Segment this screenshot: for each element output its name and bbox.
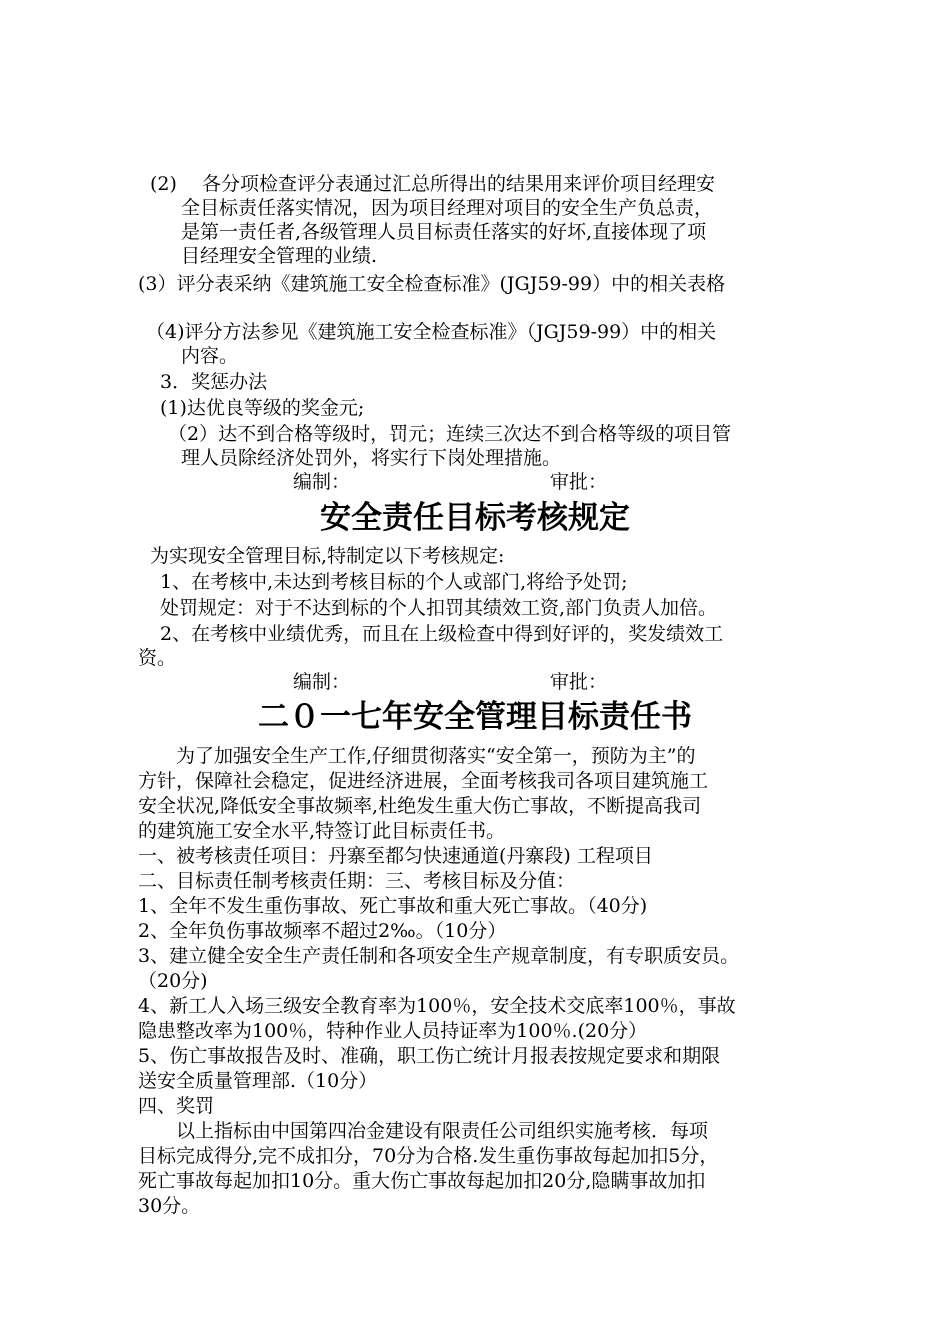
signoff-approved-2: 审批： [550, 671, 608, 693]
eval-item2-line3: 是第一责任者,各级管理人员目标责任落实的好坏,直接体现了项 [181, 221, 707, 243]
responsibility-intro-line3: 安全状况,降低安全事故频率,杜绝发生重大伤亡事故，不断提高我司 [138, 795, 702, 817]
regulation-line2: 1、在考核中,未达到考核目标的个人或部门,将给予处罚; [160, 571, 628, 593]
signoff-prepared-1: 编制： [293, 471, 351, 493]
eval-item4-line2: 内容。 [181, 345, 239, 367]
responsibility-goal2: 2、全年负伤事故频率不超过2‰。（10分） [138, 920, 507, 942]
responsibility-goal4-line2: 隐患整改率为100％，特种作业人员持证率为100％.(20分） [138, 1020, 648, 1042]
responsibility-title: 二０一七年安全管理目标责任书 [258, 699, 692, 735]
responsibility-goal3-line1: 3、建立健全安全生产责任制和各项安全生产规章制度，有专职质安员。 [138, 945, 740, 967]
regulation-line5: 资。 [138, 647, 177, 669]
responsibility-intro-line2: 方针，保障社会稳定，促进经济进展，全面考核我司各项目建筑施工 [138, 770, 709, 792]
rewards-item2-line1: （2）达不到合格等级时，罚元；连续三次达不到合格等级的项目管 [168, 423, 732, 445]
rewards-item2-line2: 理人员除经济处罚外，将实行下岗处理措施。 [181, 447, 562, 469]
regulation-line1: 为实现安全管理目标,特制定以下考核规定: [150, 545, 505, 567]
responsibility-rewards-line3: 死亡事故每起加扣10分。重大伤亡事故每起加扣20分,隐瞒事故加扣 [138, 1170, 706, 1192]
eval-item2-line2: 全目标责任落实情况，因为项目经理对项目的安全生产负总责， [181, 197, 714, 219]
responsibility-rewards-heading: 四、奖罚 [138, 1095, 215, 1117]
responsibility-intro-line4: 的建筑施工安全水平,特签订此目标责任书。 [138, 820, 506, 842]
responsibility-rewards-line2: 目标完成得分,完不成扣分，70分为合格.发生重伤事故每起加扣5分， [138, 1145, 719, 1167]
rewards-heading: 3．奖惩办法 [160, 371, 268, 393]
eval-item3: (3）评分表采纳《建筑施工安全检查标准》(JGJ59-99）中的相关表格 [138, 273, 726, 295]
responsibility-goal3-line2: （20分) [138, 970, 208, 992]
responsibility-intro-line1: 为了加强安全生产工作,仔细贯彻落实“安全第一，预防为主”的 [176, 745, 696, 767]
signoff-prepared-2: 编制： [293, 671, 351, 693]
responsibility-rewards-line4: 30分。 [138, 1195, 201, 1217]
eval-item2-line4: 目经理安全管理的业绩. [181, 245, 378, 267]
responsibility-period: 二、目标责任制考核责任期：三、考核目标及分值： [138, 870, 576, 892]
regulation-line3: 处罚规定：对于不达到标的个人扣罚其绩效工资,部门负责人加倍。 [160, 597, 718, 619]
responsibility-goal5-line1: 5、伤亡事故报告及时、准确，职工伤亡统计月报表按规定要求和期限 [138, 1045, 721, 1067]
responsibility-project: 一、被考核责任项目：丹寨至都匀快速通道(丹寨段) 工程项目 [138, 845, 653, 867]
signoff-approved-1: 审批： [550, 471, 608, 493]
regulation-title: 安全责任目标考核规定 [320, 500, 630, 536]
responsibility-goal5-line2: 送安全质量管理部.（10分） [138, 1070, 378, 1092]
responsibility-goal4-line1: 4、新工人入场三级安全教育率为100％，安全技术交底率100％，事故 [138, 995, 736, 1017]
eval-item2-line1: (2) 各分项检查评分表通过汇总所得出的结果用来评价项目经理安 [150, 173, 715, 195]
regulation-line4: 2、在考核中业绩优秀，而且在上级检查中得到好评的，奖发绩效工 [160, 623, 724, 645]
responsibility-goal1: 1、全年不发生重伤事故、死亡事故和重大死亡事故。（40分) [138, 895, 648, 917]
eval-item4-line1: （4)评分方法参见《建筑施工安全检查标准》（JGJ59-99）中的相关 [146, 321, 717, 343]
responsibility-rewards-line1: 以上指标由中国第四冶金建设有限责任公司组织实施考核．每项 [176, 1120, 709, 1142]
rewards-item1: (1)达优良等级的奖金元; [160, 397, 365, 419]
